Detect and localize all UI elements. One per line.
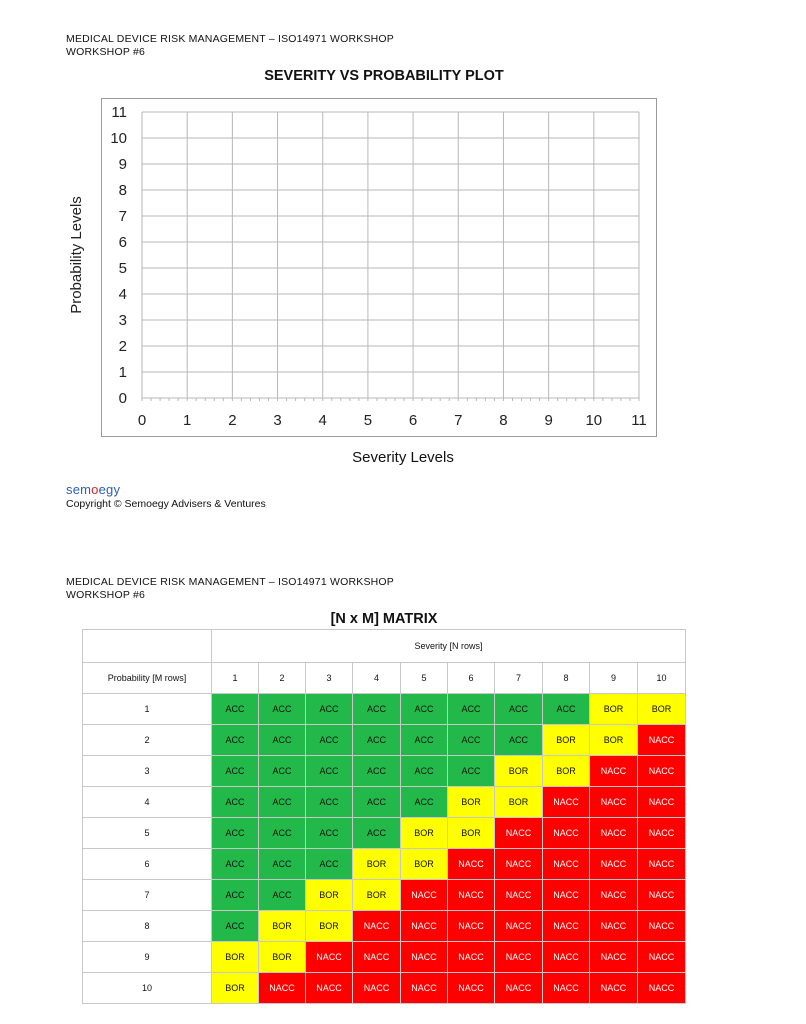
severity-level-cell: 3 [306, 663, 353, 694]
probability-level-cell: 8 [83, 911, 212, 942]
risk-cell-acc: ACC [212, 725, 259, 756]
y-tick-label: 1 [118, 364, 127, 381]
x-tick-label: 1 [183, 412, 192, 429]
copyright-notice: Copyright © Semoegy Advisers & Ventures [66, 498, 266, 510]
risk-cell-bor: BOR [306, 880, 353, 911]
risk-cell-acc: ACC [259, 725, 306, 756]
risk-cell-nacc: NACC [543, 849, 590, 880]
risk-cell-nacc: NACC [353, 942, 401, 973]
risk-cell-bor: BOR [543, 756, 590, 787]
matrix-row [83, 694, 686, 725]
risk-cell-bor: BOR [353, 880, 401, 911]
x-tick-label: 4 [318, 412, 327, 429]
risk-cell-nacc: NACC [638, 756, 686, 787]
risk-cell-nacc: NACC [543, 818, 590, 849]
y-tick-label: 2 [118, 338, 127, 355]
header-workshop-number-2: WORKSHOP #6 [66, 589, 146, 601]
risk-cell-acc: ACC [212, 849, 259, 880]
x-tick-label: 0 [137, 412, 147, 429]
risk-cell-nacc: NACC [306, 973, 353, 1004]
y-axis-label: Probability Levels [68, 196, 85, 314]
probability-header: Probability [M rows] [83, 663, 212, 694]
chart-title: SEVERITY VS PROBABILITY PLOT [264, 68, 504, 84]
severity-level-cell: 7 [495, 663, 543, 694]
risk-cell-acc: ACC [306, 849, 353, 880]
risk-cell-bor: BOR [495, 787, 543, 818]
x-tick-label: 6 [408, 412, 418, 429]
risk-cell-acc: ACC [353, 787, 401, 818]
risk-cell-nacc: NACC [543, 973, 590, 1004]
risk-cell-nacc: NACC [448, 942, 495, 973]
risk-cell-nacc: NACC [638, 725, 686, 756]
chart-frame [68, 98, 657, 437]
matrix-title: [N x M] MATRIX [330, 611, 438, 627]
risk-cell-acc: ACC [401, 694, 448, 725]
probability-level-cell: 3 [83, 756, 212, 787]
x-tick-label: 5 [363, 412, 373, 429]
risk-cell-nacc: NACC [543, 942, 590, 973]
risk-cell-bor: BOR [590, 725, 638, 756]
risk-cell-nacc: NACC [590, 911, 638, 942]
risk-cell-bor: BOR [495, 756, 543, 787]
risk-cell-acc: ACC [212, 787, 259, 818]
risk-cell-acc: ACC [401, 756, 448, 787]
risk-cell-acc: ACC [401, 787, 448, 818]
risk-cell-acc: ACC [306, 694, 353, 725]
matrix-corner-cell [83, 630, 212, 663]
probability-level-cell: 1 [83, 694, 212, 725]
matrix-row [83, 911, 686, 942]
x-axis-label: Severity Levels [352, 449, 454, 466]
logo-text-dot: o [91, 482, 99, 497]
risk-cell-nacc: NACC [401, 942, 448, 973]
header-workshop-title: MEDICAL DEVICE RISK MANAGEMENT – ISO14971 WORKSHOP [66, 33, 394, 45]
risk-cell-nacc: NACC [495, 911, 543, 942]
risk-cell-acc: ACC [259, 818, 306, 849]
risk-cell-nacc: NACC [638, 818, 686, 849]
severity-probability-chart [68, 99, 658, 438]
risk-cell-acc: ACC [353, 694, 401, 725]
matrix-row [83, 880, 686, 911]
risk-cell-acc: ACC [306, 725, 353, 756]
risk-cell-nacc: NACC [543, 880, 590, 911]
probability-level-cell: 9 [83, 942, 212, 973]
risk-cell-acc: ACC [306, 818, 353, 849]
risk-cell-acc: ACC [448, 756, 495, 787]
header-workshop-title-2: MEDICAL DEVICE RISK MANAGEMENT – ISO14971 WORKSHOP [66, 576, 394, 588]
risk-cell-bor: BOR [259, 911, 306, 942]
severity-level-cell: 9 [590, 663, 638, 694]
severity-level-cell: 6 [448, 663, 495, 694]
y-tick-label: 7 [118, 208, 127, 225]
risk-cell-bor: BOR [448, 787, 495, 818]
risk-cell-acc: ACC [212, 880, 259, 911]
risk-cell-bor: BOR [212, 973, 259, 1004]
y-tick-label: 4 [118, 286, 127, 303]
document-header-2 [66, 576, 394, 602]
y-tick-label: 3 [118, 312, 127, 329]
company-logo [66, 482, 120, 497]
severity-level-cell: 10 [638, 663, 686, 694]
risk-cell-nacc: NACC [495, 942, 543, 973]
risk-cell-acc: ACC [259, 694, 306, 725]
risk-cell-nacc: NACC [353, 973, 401, 1004]
risk-cell-bor: BOR [448, 818, 495, 849]
risk-cell-nacc: NACC [543, 911, 590, 942]
risk-cell-nacc: NACC [495, 880, 543, 911]
risk-cell-nacc: NACC [401, 973, 448, 1004]
risk-cell-nacc: NACC [495, 849, 543, 880]
y-tick-label: 10 [110, 130, 127, 147]
risk-cell-nacc: NACC [306, 942, 353, 973]
y-tick-label: 6 [118, 234, 127, 251]
x-tick-label: 2 [228, 412, 237, 429]
risk-cell-acc: ACC [306, 756, 353, 787]
risk-cell-nacc: NACC [259, 973, 306, 1004]
y-tick-label: 9 [118, 156, 127, 173]
risk-cell-acc: ACC [353, 756, 401, 787]
probability-level-cell: 10 [83, 973, 212, 1004]
matrix-row [83, 725, 686, 756]
risk-cell-acc: ACC [495, 725, 543, 756]
risk-cell-bor: BOR [401, 849, 448, 880]
risk-cell-bor: BOR [259, 942, 306, 973]
risk-cell-acc: ACC [212, 694, 259, 725]
risk-cell-acc: ACC [448, 694, 495, 725]
risk-cell-nacc: NACC [353, 911, 401, 942]
risk-cell-nacc: NACC [448, 849, 495, 880]
severity-level-cell: 2 [259, 663, 306, 694]
probability-level-cell: 2 [83, 725, 212, 756]
y-tick-label: 8 [118, 182, 127, 199]
risk-cell-nacc: NACC [638, 942, 686, 973]
risk-cell-acc: ACC [306, 787, 353, 818]
risk-cell-acc: ACC [212, 911, 259, 942]
risk-cell-bor: BOR [212, 942, 259, 973]
severity-level-cell: 1 [212, 663, 259, 694]
risk-cell-acc: ACC [353, 725, 401, 756]
x-tick-label: 10 [585, 412, 603, 429]
risk-cell-nacc: NACC [448, 973, 495, 1004]
header-workshop-number: WORKSHOP #6 [66, 46, 146, 58]
risk-cell-nacc: NACC [590, 849, 638, 880]
y-tick-label: 11 [111, 104, 127, 121]
risk-cell-nacc: NACC [590, 880, 638, 911]
risk-cell-nacc: NACC [590, 756, 638, 787]
x-tick-label: 9 [544, 412, 553, 429]
risk-cell-nacc: NACC [590, 973, 638, 1004]
risk-cell-acc: ACC [212, 756, 259, 787]
probability-level-cell: 6 [83, 849, 212, 880]
probability-level-cell: 5 [83, 818, 212, 849]
matrix-row [83, 818, 686, 849]
risk-cell-nacc: NACC [401, 911, 448, 942]
risk-cell-nacc: NACC [401, 880, 448, 911]
risk-cell-acc: ACC [401, 725, 448, 756]
risk-cell-acc: ACC [259, 756, 306, 787]
risk-cell-nacc: NACC [638, 911, 686, 942]
risk-cell-nacc: NACC [543, 787, 590, 818]
document-header [66, 33, 394, 59]
logo-text-start: sem [66, 482, 92, 497]
risk-cell-acc: ACC [495, 694, 543, 725]
risk-cell-acc: ACC [448, 725, 495, 756]
x-tick-label: 8 [499, 412, 508, 429]
x-tick-label: 3 [273, 412, 282, 429]
risk-cell-nacc: NACC [590, 818, 638, 849]
probability-level-cell: 4 [83, 787, 212, 818]
x-tick-label: 7 [454, 412, 463, 429]
risk-cell-nacc: NACC [495, 973, 543, 1004]
severity-level-cell: 4 [353, 663, 401, 694]
matrix-row [83, 942, 686, 973]
risk-cell-nacc: NACC [448, 911, 495, 942]
y-tick-label: 5 [118, 260, 127, 277]
severity-header: Severity [N rows] [212, 630, 686, 663]
severity-level-cell: 8 [543, 663, 590, 694]
risk-cell-acc: ACC [259, 787, 306, 818]
matrix-row [83, 849, 686, 880]
risk-cell-acc: ACC [543, 694, 590, 725]
risk-cell-bor: BOR [638, 694, 686, 725]
risk-cell-acc: ACC [259, 880, 306, 911]
risk-cell-bor: BOR [543, 725, 590, 756]
y-tick-label: 0 [118, 390, 127, 407]
risk-cell-acc: ACC [259, 849, 306, 880]
logo-text-end: egy [98, 482, 121, 497]
risk-cell-bor: BOR [401, 818, 448, 849]
x-tick-label: 11 [631, 412, 647, 429]
risk-cell-acc: ACC [212, 818, 259, 849]
risk-cell-nacc: NACC [495, 818, 543, 849]
matrix-row [83, 756, 686, 787]
risk-cell-bor: BOR [306, 911, 353, 942]
risk-cell-nacc: NACC [638, 849, 686, 880]
matrix-row [83, 787, 686, 818]
risk-cell-bor: BOR [590, 694, 638, 725]
probability-level-cell: 7 [83, 880, 212, 911]
risk-cell-nacc: NACC [590, 787, 638, 818]
risk-cell-nacc: NACC [638, 880, 686, 911]
risk-cell-nacc: NACC [638, 787, 686, 818]
risk-cell-nacc: NACC [590, 942, 638, 973]
severity-level-cell: 5 [401, 663, 448, 694]
risk-matrix [82, 629, 686, 1004]
risk-cell-nacc: NACC [638, 973, 686, 1004]
risk-cell-nacc: NACC [448, 880, 495, 911]
risk-cell-bor: BOR [353, 849, 401, 880]
risk-cell-acc: ACC [353, 818, 401, 849]
matrix-row [83, 973, 686, 1004]
